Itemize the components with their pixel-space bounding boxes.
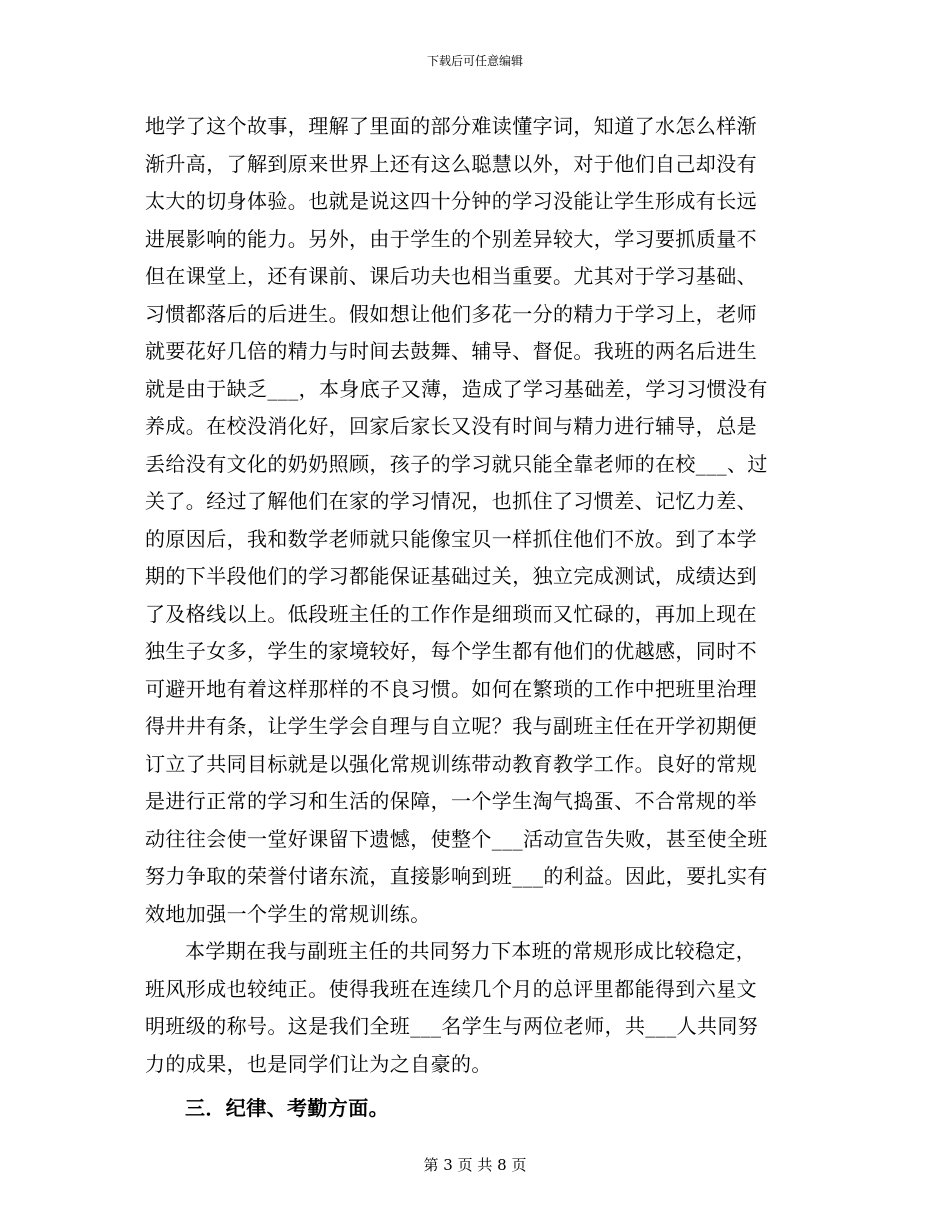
- text-line: 是进行正常的学习和生活的保障，一个学生淘气捣蛋、不合常规的举: [145, 789, 757, 813]
- text-line: 班风形成也较纯正。使得我班在连续几个月的总评里都能得到六星文: [145, 976, 757, 1001]
- text-line: 得井井有条，让学生学会自理与自立呢？我与副班主任在开学初期便: [145, 714, 757, 738]
- text-line: 努力争取的荣誉付诸东流，直接影响到班___的利益。因此，要扎实有: [145, 864, 768, 888]
- document-body: [145, 108, 815, 1128]
- text-line: 关了。经过了解他们在家的学习情况，也抓住了习惯差、记忆力差、: [145, 489, 757, 513]
- text-line: 订立了共同目标就是以强化常规训练带动教育教学工作。良好的常规: [145, 751, 757, 776]
- text-line: 的原因后，我和数学老师就只能像宝贝一样抓住他们不放。到了本学: [145, 526, 757, 551]
- text-line: 本学期在我与副班主任的共同努力下本班的常规形成比较稳定，: [185, 939, 757, 963]
- text-line: 动往往会使一堂好课留下遗憾，使整个___活动宣告失败，甚至使全班: [145, 826, 768, 851]
- text-line: 明班级的称号。这是我们全班___名学生与两位老师，共___人共同努: [145, 1014, 759, 1038]
- text-line: 太大的切身体验。也就是说这四十分钟的学习没能让学生形成有长远: [145, 189, 757, 213]
- text-line: 进展影响的能力。另外，由于学生的个别差异较大，学习要抓质量不: [145, 226, 757, 251]
- text-line: 但在课堂上，还有课前、课后功夫也相当重要。尤其对于学习基础、: [145, 264, 757, 288]
- text-line: 地学了这个故事，理解了里面的部分难读懂字词，知道了水怎么样渐: [145, 114, 757, 138]
- text-line: 了及格线以上。低段班主任的工作作是细琐而又忙碌的，再加上现在: [145, 601, 757, 626]
- paragraph-1: [145, 108, 815, 933]
- text-line: 丢给没有文化的奶奶照顾，孩子的学习就只能全靠老师的在校___、过: [145, 451, 768, 476]
- text-line: 效地加强一个学生的常规训练。: [145, 901, 431, 926]
- section-heading: 三．纪律、考勤方面。: [185, 1096, 389, 1120]
- text-line: 养成。在校没消化好，回家后家长又没有时间与精力进行辅导，总是: [145, 414, 757, 438]
- text-line: 独生子女多，学生的家境较好，每个学生都有他们的优越感，同时不: [145, 639, 757, 663]
- text-line: 渐升高，了解到原来世界上还有这么聪慧以外，对于他们自己却没有: [145, 151, 757, 176]
- text-line: 就要花好几倍的精力与时间去鼓舞、辅导、督促。我班的两名后进生: [145, 339, 757, 363]
- text-line: 期的下半段他们的学习都能保证基础过关，独立完成测试，成绩达到: [145, 564, 757, 588]
- text-line: 力的成果，也是同学们让为之自豪的。: [145, 1051, 492, 1076]
- text-line: 习惯都落后的后进生。假如想让他们多花一分的精力于学习上，老师: [145, 301, 757, 326]
- page-header: 下载后可任意编辑: [426, 54, 523, 68]
- text-line: 可避开地有着这样那样的不良习惯。如何在繁琐的工作中把班里治理: [145, 676, 757, 701]
- page-number: 第 3 页 共 8 页: [423, 1156, 527, 1174]
- paragraph-2: [145, 933, 815, 1083]
- text-line: 就是由于缺乏___，本身底子又薄，造成了学习基础差，学习习惯没有: [145, 376, 768, 401]
